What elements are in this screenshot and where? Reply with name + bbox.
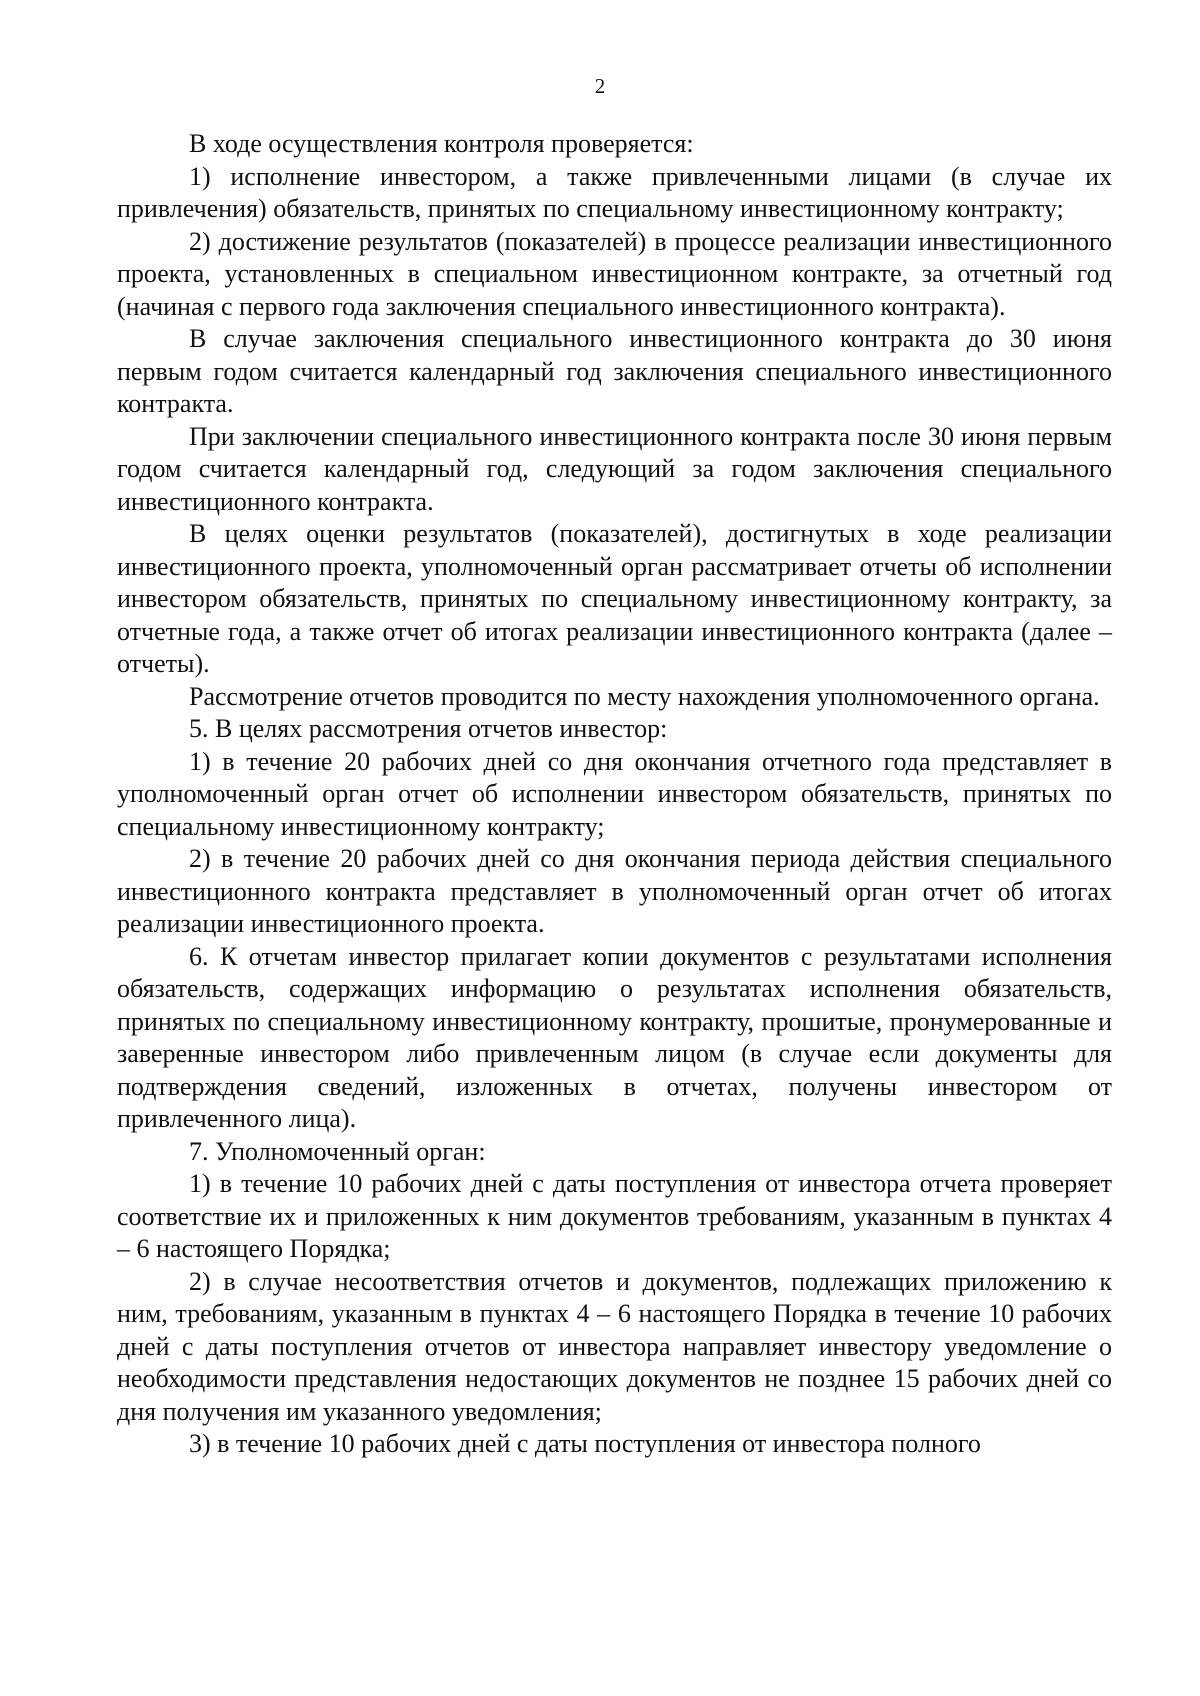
paragraph-section-7-item-2: 2) в случае несоответствия отчетов и документов, подлежащих приложению к ним, требованиям, указанным в пунктах 4 – 6 настоящего Порядка в течение 10 рабочих дней с даты поступления отчетов от инвестора направляет инвестору уведомление о необходимости представления недостающих документов не позднее 15 рабочих дней со дня получения им указанного уведомления;: [117, 1266, 1112, 1426]
paragraph-section-5-item-2: 2) в течение 20 рабочих дней со дня окончания периода действия специального инвестиционного контракта представляет в уполномоченный орган отчет об итогах реализации инвестиционного проекта.: [117, 844, 1112, 938]
page-number: 2: [594, 74, 606, 98]
paragraph-section-6: 6. К отчетам инвестор прилагает копии документов с результатами исполнения обязательств, содержащих информацию о результатах исполнения обязательств, принятых по специальному инвестиционному контракту, прошитые, пронумерованные и заверенные инвестором либо привлеченным лицом (в случае если документы для подтверждения сведений, изложенных в отчетах, получены инвестором от привлеченного лица).: [117, 941, 1112, 1133]
paragraph-after-june-30: При заключении специального инвестиционного контракта после 30 июня первым годом считается календарный год, следующий за годом заключения специального инвестиционного контракта.: [117, 421, 1112, 516]
paragraph-section-7: 7. Уполномоченный орган:: [189, 1136, 486, 1166]
paragraph-review-location: Рассмотрение отчетов проводится по месту нахождения уполномоченного органа.: [189, 681, 1100, 711]
paragraph-section-7-item-3: 3) в течение 10 рабочих дней с даты поступления от инвестора полного: [189, 1429, 981, 1458]
paragraph-control-intro: В ходе осуществления контроля проверяется:: [189, 129, 694, 158]
paragraph-before-june-30: В случае заключения специального инвестиционного контракта до 30 июня первым годом считается календарный год заключения специального инвестиционного контракта.: [117, 324, 1112, 418]
paragraph-section-5-item-1: 1) в течение 20 рабочих дней со дня окончания отчетного года представляет в уполномоченный орган отчет об исполнении инвестором обязательств, принятых по специальному инвестиционному контракту;: [117, 746, 1112, 841]
paragraph-section-5: 5. В целях рассмотрения отчетов инвестор:: [189, 714, 668, 743]
paragraph-item-2-results: 2) достижение результатов (показателей) в процессе реализации инвестиционного проекта, установленных в специальном инвестиционном контракте, за отчетный год (начиная с первого года заключения специального инвестиционного контракта).: [117, 226, 1112, 321]
paragraph-item-1-obligations: 1) исполнение инвестором, а также привлеченными лицами (в случае их привлечения) обязательств, принятых по специальному инвестиционному контракту;: [117, 161, 1112, 223]
paragraph-section-7-item-1: 1) в течение 10 рабочих дней с даты поступления от инвестора отчета проверяет соответствие их и приложенных к ним документов требованиям, указанным в пунктах 4 – 6 настоящего Порядка;: [117, 1169, 1112, 1263]
document-body: [117, 128, 1112, 1461]
paragraph-results-evaluation: В целях оценки результатов (показателей), достигнутых в ходе реализации инвестиционного проекта, уполномоченный орган рассматривает отчеты об исполнении инвестором обязательств, принятых по специальному инвестиционному контракту, за отчетные года, а также отчет об итогах реализации инвестиционного контракта (далее – отчеты).: [117, 519, 1112, 678]
